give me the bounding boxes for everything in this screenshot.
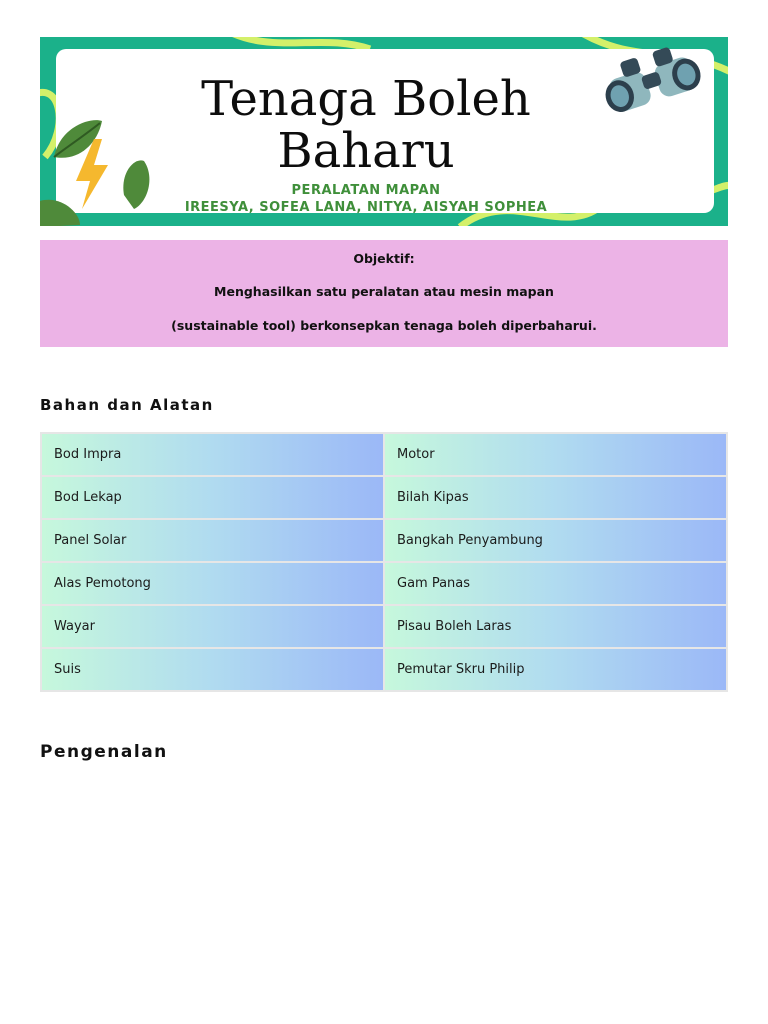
objective-label: Objektif: <box>353 251 415 266</box>
table-cell: Panel Solar <box>41 519 384 562</box>
table-cell: Bangkah Penyambung <box>384 519 727 562</box>
table-row <box>41 605 727 648</box>
table-cell: Suis <box>41 648 384 691</box>
table-cell: Pisau Boleh Laras <box>384 605 727 648</box>
table-row <box>41 433 727 476</box>
leaf-icon <box>40 200 80 226</box>
objective-box <box>40 240 728 347</box>
table-cell: Bilah Kipas <box>384 476 727 519</box>
leaf-lightning-icon <box>40 117 160 226</box>
table-row <box>41 476 727 519</box>
author-names: IREESYA, SOFEA LANA, NITYA, AISYAH SOPHEA <box>184 200 548 215</box>
table-cell: Pemutar Skru Philip <box>384 648 727 691</box>
table-cell: Gam Panas <box>384 562 727 605</box>
title-banner <box>40 37 728 226</box>
table-cell: Wayar <box>41 605 384 648</box>
materials-heading: Bahan dan Alatan <box>40 396 214 414</box>
page-title: Tenaga Boleh <box>201 71 531 127</box>
introduction-heading: Pengenalan <box>40 742 168 762</box>
leaf-icon <box>123 160 149 209</box>
table-cell: Bod Lekap <box>41 476 384 519</box>
objective-text-line-1: Menghasilkan satu peralatan atau mesin mapan <box>214 284 554 299</box>
materials-table <box>40 432 728 692</box>
table-cell: Alas Pemotong <box>41 562 384 605</box>
page-title-line-2: Baharu <box>277 123 455 179</box>
table-row <box>41 648 727 691</box>
project-subtitle: PERALATAN MAPAN <box>291 183 441 198</box>
table-row <box>41 519 727 562</box>
objective-text-line-2: (sustainable tool) berkonsepkan tenaga boleh diperbaharui. <box>171 318 597 333</box>
binoculars-icon <box>592 45 716 125</box>
table-cell: Motor <box>384 433 727 476</box>
table-cell: Bod Impra <box>41 433 384 476</box>
table-row <box>41 562 727 605</box>
